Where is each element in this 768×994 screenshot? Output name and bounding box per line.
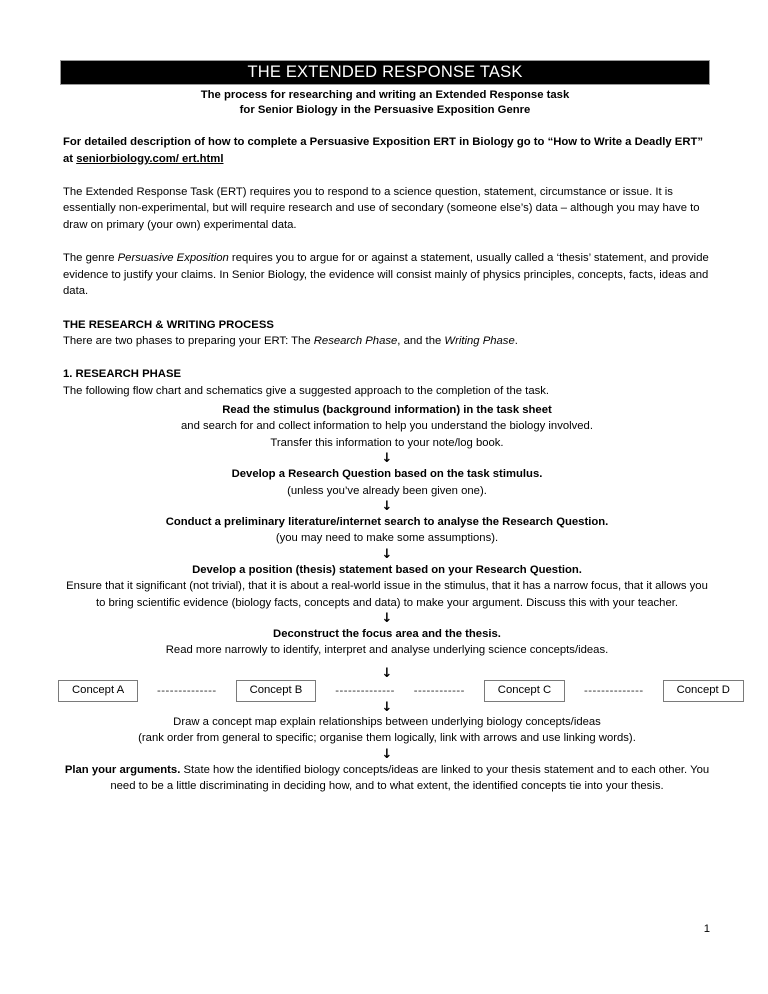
flow-step-2-heading: Develop a Research Question based on the task stimulus. xyxy=(231,468,543,481)
research-writing-text-3: . xyxy=(514,335,518,348)
concept-box-b[interactable]: Concept B xyxy=(236,680,317,702)
detail-description-paragraph xyxy=(63,134,711,167)
flow-chart-upper xyxy=(63,402,711,659)
flow-step-3-heading: Conduct a preliminary literature/internet search to analyse the Research Question. xyxy=(165,516,609,529)
flow-step-6 xyxy=(63,714,711,747)
subtitle-line-1: The process for researching and writing an Extended Response task xyxy=(200,89,570,101)
concept-boxes-row xyxy=(58,681,744,701)
research-phase-italic: Research Phase xyxy=(313,335,398,348)
dashed-connector-4: -------------- xyxy=(584,684,644,697)
genre-text-2: requires you to argue for or against a statement, usually called a ‘thesis’ statement, and provide evidence to justify your claims. In Senior Biology, the evidence will consist mainly of physics principles, concepts, facts, ideas and data. xyxy=(63,252,709,298)
flow-step-6-heading: Draw a concept map explain relationships between underlying biology concepts/ideas xyxy=(173,716,601,728)
seniorbiology-link[interactable]: seniorbiology.com/ ert.html xyxy=(76,152,224,165)
plan-your-arguments-body: State how the identified biology concepts/ideas are linked to your thesis statement and to each other. You need to be a little discriminating in deciding how, and to what extent, the identified concepts tie into your thesis. xyxy=(110,763,710,793)
down-arrow-icon: ↓ xyxy=(381,611,393,627)
flow-step-1-heading: Read the stimulus (background information) in the task sheet xyxy=(222,404,552,416)
genre-italic-persuasive-exposition: Persuasive Exposition xyxy=(117,252,229,265)
down-arrow-icon: ↓ xyxy=(381,746,393,762)
down-arrow-icon: ↓ xyxy=(381,451,393,467)
flow-step-5-heading: Deconstruct the focus area and the thesis. xyxy=(273,628,501,641)
plan-your-arguments-label: Plan your arguments. xyxy=(64,763,181,776)
document-title-banner xyxy=(60,60,710,85)
flow-step-1 xyxy=(63,402,711,451)
down-arrow-icon: ↓ xyxy=(381,546,393,562)
research-phase-heading: 1. RESEARCH PHASE xyxy=(63,368,182,381)
research-writing-text-2: , and the xyxy=(397,335,445,348)
writing-phase-italic: Writing Phase xyxy=(444,335,515,348)
flow-step-2-sub-1: (unless you’ve already been given one). xyxy=(287,484,487,497)
genre-paragraph xyxy=(63,250,711,300)
flow-step-1-sub-2: Transfer this information to your note/log book. xyxy=(270,436,504,449)
document-body xyxy=(63,134,711,400)
genre-text-1: The genre xyxy=(63,252,118,265)
flow-chart-lower xyxy=(63,714,711,795)
concept-box-d[interactable]: Concept D xyxy=(663,680,744,702)
concept-box-a[interactable]: Concept A xyxy=(58,680,138,702)
flow-step-4-sub-1: Ensure that it significant (not trivial), that it is about a real-world issue in the stimulus, that it has a narrow focus, that it allows you to bring scientific evidence (biology facts, concepts and data) to make your argument. Discuss this with your teacher. xyxy=(66,580,708,609)
flow-step-7 xyxy=(63,762,711,795)
flow-step-7-paragraph xyxy=(63,762,711,795)
research-writing-paragraph xyxy=(63,333,711,350)
flow-step-2 xyxy=(63,466,711,499)
research-writing-heading: THE RESEARCH & WRITING PROCESS xyxy=(63,318,274,331)
flow-step-4 xyxy=(63,562,711,611)
flow-step-3-sub-1: (you may need to make some assumptions). xyxy=(275,532,499,545)
research-phase-intro: The following flow chart and schematics give a suggested approach to the completion of the task. xyxy=(63,384,550,397)
page-title: THE EXTENDED RESPONSE TASK xyxy=(247,63,523,82)
subtitle-line-2: for Senior Biology in the Persuasive Exposition Genre xyxy=(239,104,531,116)
flow-step-3 xyxy=(63,514,711,547)
down-arrow-icon: ↓ xyxy=(381,700,393,715)
detail-description-text: For detailed description of how to complete a Persuasive Exposition ERT in Biology go to “How to Write a Deadly ERT” at xyxy=(63,136,704,165)
page-number: 1 xyxy=(703,923,710,935)
dashed-connector-2: -------------- xyxy=(335,684,395,697)
ert-definition-paragraph: The Extended Response Task (ERT) requires you to respond to a science question, statement, circumstance or issue. It is essentially non-experimental, but will require research and use of secondary (someone else’s) data – although you may have to draw on primary (your own) experimental data. xyxy=(63,185,700,231)
dashed-connector-1: -------------- xyxy=(157,684,217,697)
down-arrow-icon: ↓ xyxy=(381,499,393,515)
flow-step-4-heading: Develop a position (thesis) statement based on your Research Question. xyxy=(192,563,582,576)
concept-box-c[interactable]: Concept C xyxy=(484,680,565,702)
flow-step-5-sub-1: Read more narrowly to identify, interpret and analyse underlying science concepts/ideas. xyxy=(165,644,609,657)
dashed-connector-3: ------------ xyxy=(413,684,465,697)
down-arrow-icon: ↓ xyxy=(381,666,393,681)
research-writing-text-1: There are two phases to preparing your ERT: The xyxy=(63,335,314,348)
flow-step-5 xyxy=(63,626,711,659)
flow-step-1-sub-1: and search for and collect information to help you understand the biology involved. xyxy=(181,420,593,433)
flow-step-6-sub-1: (rank order from general to specific; organise them logically, link with arrows and use linking words). xyxy=(138,732,636,745)
